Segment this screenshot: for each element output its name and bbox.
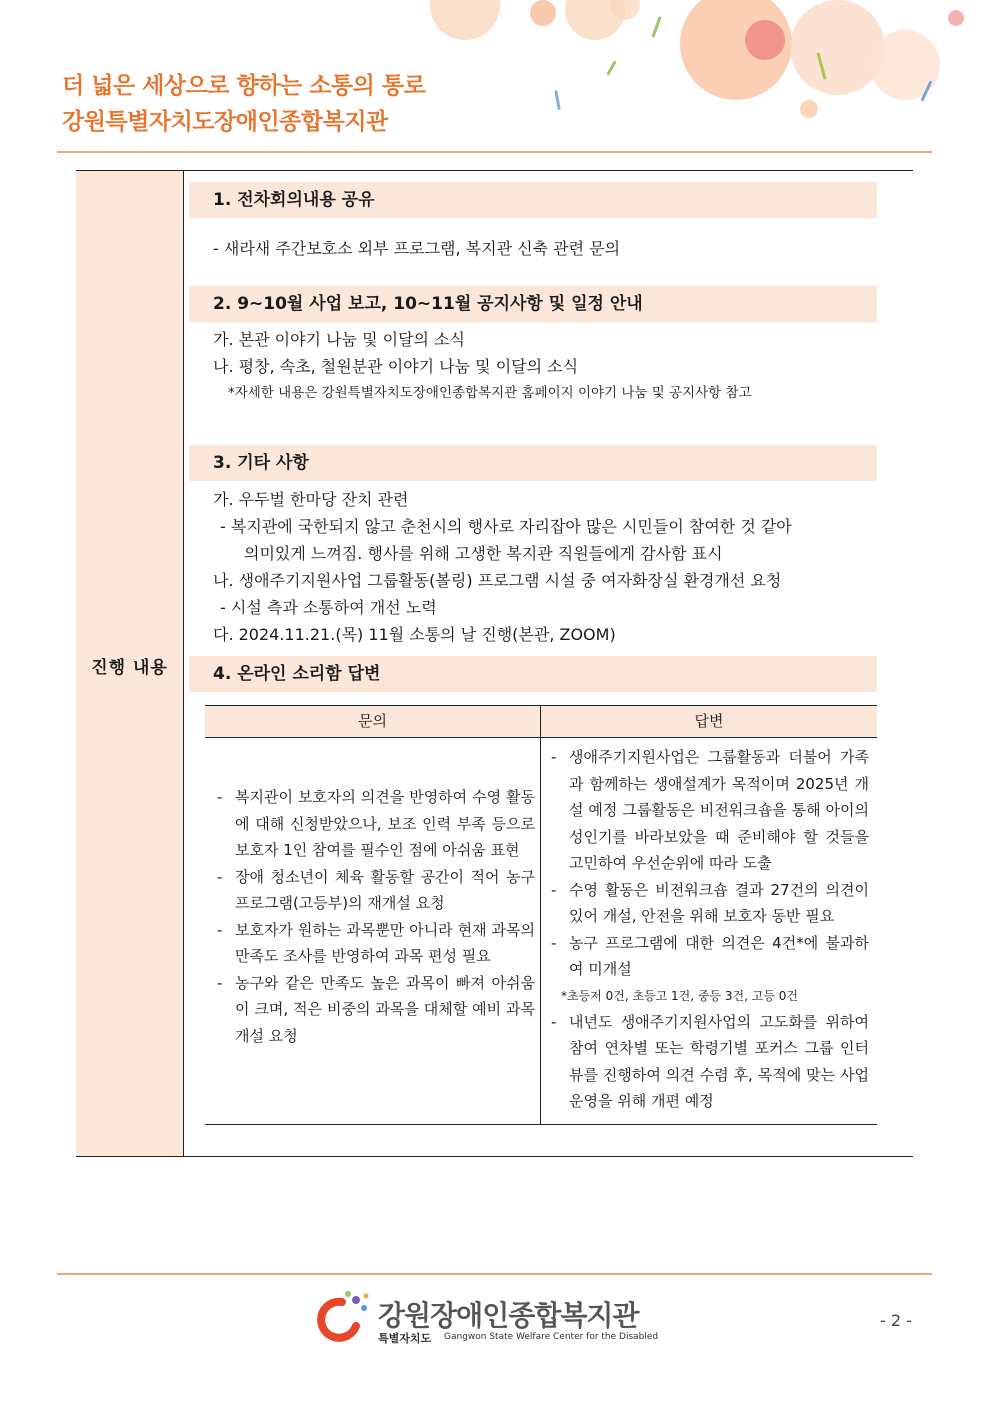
question-item: - 농구와 같은 만족도 높은 과목이 빠져 아쉬움이 크며, 적은 비중의 과목을 대체할 예비 과목 개설 요청	[213, 970, 535, 1050]
feedback-table	[205, 705, 877, 1125]
section-1-title: 1. 전차회의내용 공유	[189, 182, 877, 218]
logo-sub-text: 특별자치도	[378, 1332, 432, 1345]
section-3-title: 3. 기타 사항	[189, 445, 877, 481]
section-2-line: 가. 본관 이야기 나눔 및 이달의 소식	[213, 330, 465, 349]
side-label-cell	[76, 171, 184, 1156]
answer-list	[547, 744, 869, 1115]
section-3-line: 나. 생애주기지원사업 그룹활동(볼링) 프로그램 시설 중 여자화장실 환경개선 요청	[213, 571, 782, 590]
question-item: - 복지관이 보호자의 의견을 반영하여 수영 활동에 대해 신청받았으나, 보조 인력 부족 등으로 보호자 1인 참여를 필수인 점에 아쉬움 표현	[213, 784, 535, 864]
header-org-name: 강원특별자치도장애인종합복지관	[62, 109, 388, 135]
section-3-line: - 시설 측과 소통하여 개선 노력	[220, 598, 437, 617]
section-3-line: 다. 2024.11.21.(목) 11월 소통의 날 진행(본관, ZOOM)	[213, 625, 616, 644]
logo-english-text: Gangwon State Welfare Center for the Disabled	[444, 1332, 659, 1342]
page-number: - 2 -	[880, 1311, 912, 1330]
answer-item: - 농구 프로그램에 대한 의견은 4건*에 불과하여 미개설	[547, 930, 869, 983]
section-2-line: 나. 평창, 속초, 철원분관 이야기 나눔 및 이달의 소식	[213, 357, 579, 376]
section-3-line: - 복지관에 국한되지 않고 춘천시의 행사로 자리잡아 많은 시민들이 참여한 것 같아	[220, 517, 792, 536]
question-item: - 장애 청소년이 체육 활동할 공간이 적어 농구 프로그램(고등부)의 재개설 요청	[213, 864, 535, 917]
logo-main-text: 강원장애인종합복지관	[378, 1299, 639, 1332]
header-slogan: 더 넓은 세상으로 향하는 소통의 통로	[62, 73, 426, 99]
question-item: - 보호자가 원하는 과목뿐만 아니라 현재 과목의 만족도 조사를 반영하여 과목 편성 필요	[213, 917, 535, 970]
section-2-title: 2. 9~10월 사업 보고, 10~11월 공지사항 및 일정 안내	[189, 286, 877, 322]
section-4-title: 4. 온라인 소리함 답변	[189, 656, 877, 692]
section-1-line: - 새라새 주간보호소 외부 프로그램, 복지관 신축 관련 문의	[213, 239, 621, 258]
question-list	[213, 784, 535, 1049]
answer-item: - 생애주기지원사업은 그룹활동과 더불어 가족과 함께하는 생애설계가 목적이며 2025년 개설 예정 그룹활동은 비전워크숍을 통해 아이의 성인기를 바라보았을 때 준비해야 할 것들을 고민하여 우선순위에 따라 도출	[547, 744, 869, 877]
answer-item: - 내년도 생애주기지원사업의 고도화를 위하여 참여 연차별 또는 학령기별 포커스 그룹 인터뷰를 진행하여 의견 수렴 후, 목적에 맞는 사업 운영을 위해 개편 예정	[547, 1009, 869, 1115]
page-header	[62, 68, 425, 140]
footer-divider	[57, 1273, 932, 1275]
table-header-question: 문의	[205, 706, 540, 738]
table-header-answer: 답변	[541, 706, 877, 738]
section-3-line: 가. 우두벌 한마당 잔치 관련	[213, 490, 409, 509]
header-divider	[57, 151, 932, 153]
answer-item: - 수영 활동은 비전워크숍 결과 27건의 의견이 있어 개설, 안전을 위해 보호자 동반 필요	[547, 877, 869, 930]
answer-footnote: *초등저 0건, 초등고 1건, 중등 3건, 고등 0건	[561, 988, 798, 1003]
section-3-line: 의미있게 느껴짐. 행사를 위해 고생한 복지관 직원들에게 감사함 표시	[244, 544, 723, 563]
table-column-divider	[540, 706, 541, 1124]
logo-mark-icon	[312, 1290, 374, 1346]
side-label: 진행 내용	[91, 658, 168, 678]
section-2-note: *자세한 내용은 강원특별자치도장애인종합복지관 홈페이지 이야기 나눔 및 공지사항 참고	[228, 385, 752, 401]
